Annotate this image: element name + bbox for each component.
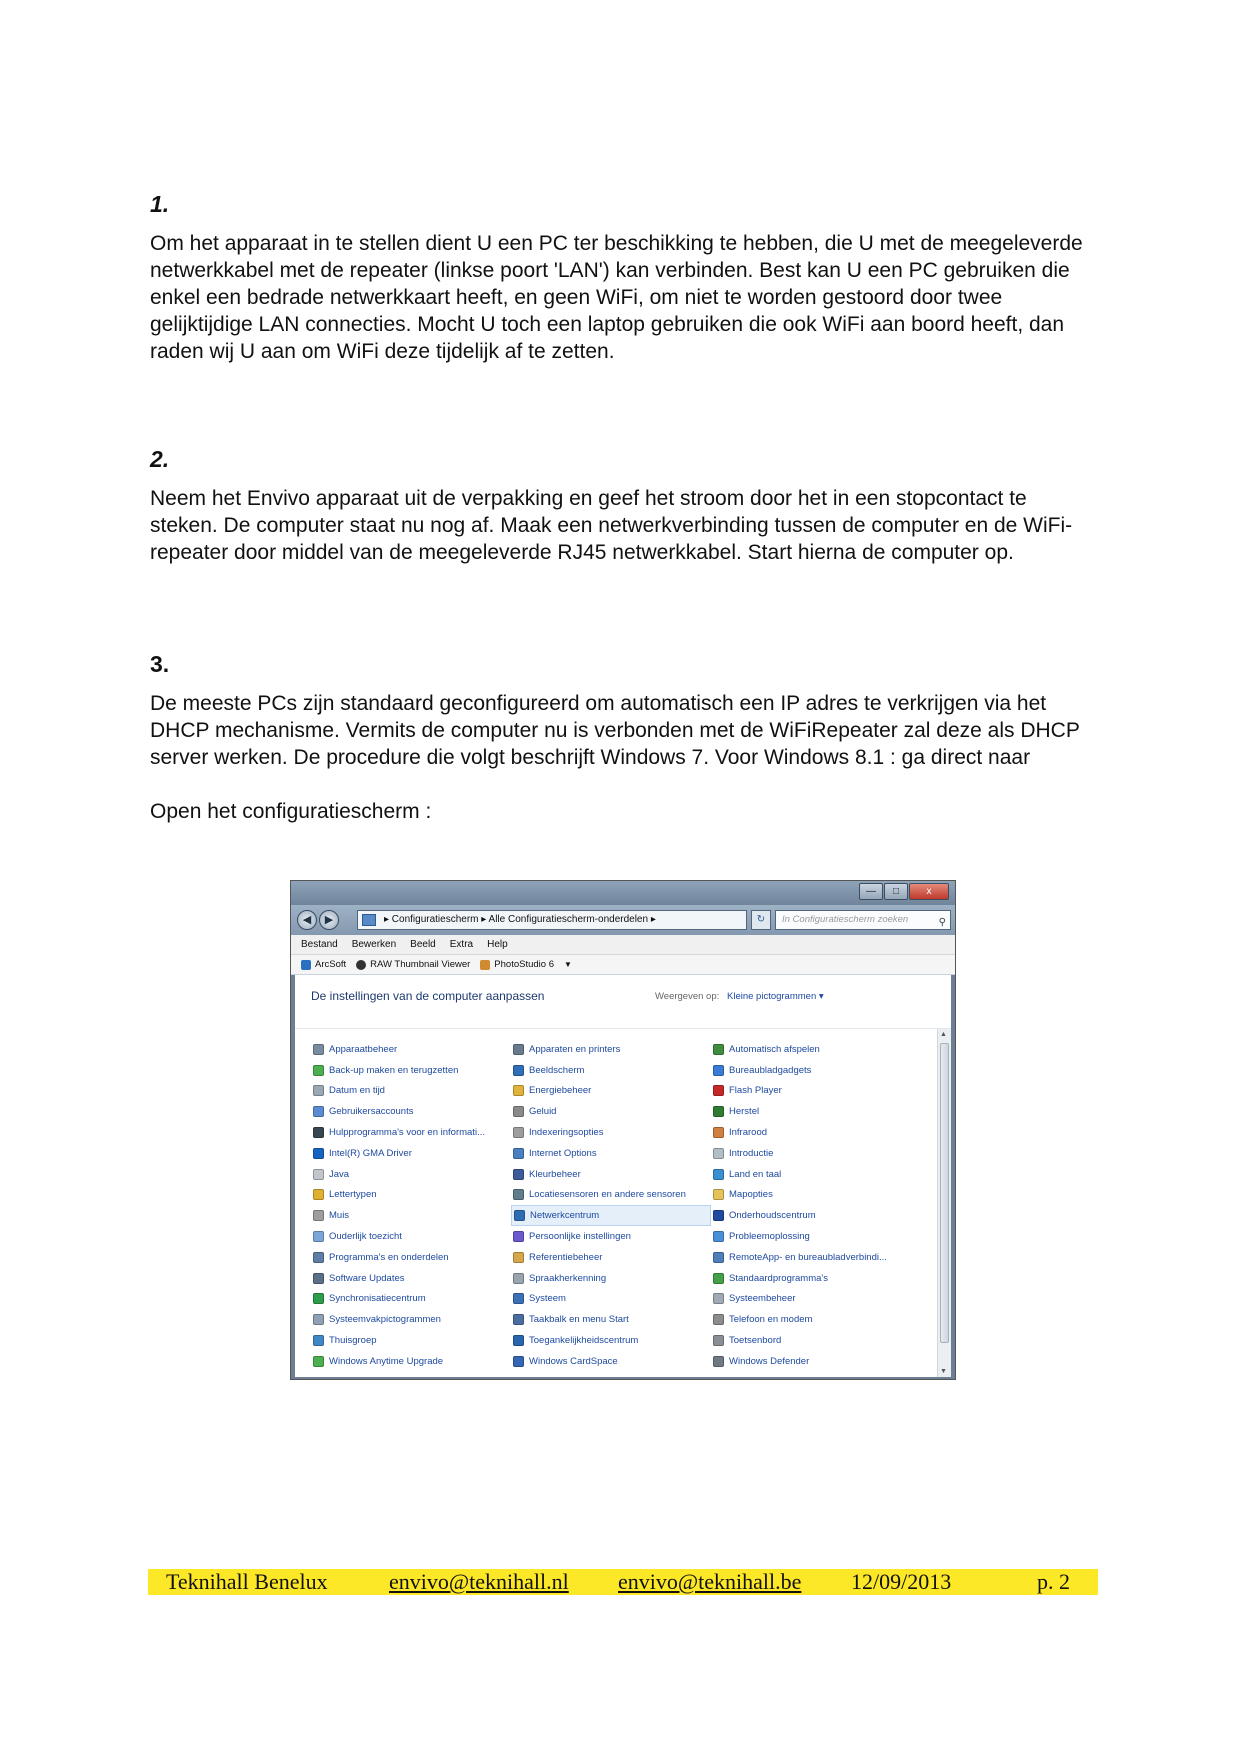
control-panel-item-label: Telefoon en modem <box>729 1314 813 1326</box>
control-panel-item-icon <box>313 1065 324 1076</box>
control-panel-item-icon <box>313 1044 324 1055</box>
control-panel-items <box>311 1039 931 1372</box>
control-panel-item-icon <box>513 1044 524 1055</box>
control-panel-item-label: Taakbalk en menu Start <box>529 1314 629 1326</box>
control-panel-item[interactable] <box>511 1226 711 1247</box>
control-panel-screenshot <box>290 880 956 1380</box>
control-panel-item[interactable] <box>511 1039 711 1060</box>
section-number: 2. <box>150 446 170 472</box>
control-panel-item[interactable] <box>711 1060 911 1081</box>
control-panel-item[interactable] <box>511 1268 711 1289</box>
control-panel-item-label: Apparaatbeheer <box>329 1043 398 1055</box>
control-panel-item[interactable] <box>711 1309 911 1330</box>
control-panel-item-icon <box>513 1106 524 1117</box>
favorite-label: ArcSoft <box>315 959 347 970</box>
control-panel-item[interactable] <box>511 1143 711 1164</box>
control-panel-item-label: Land en taal <box>729 1168 782 1180</box>
control-panel-item-icon <box>513 1127 524 1138</box>
control-panel-item[interactable] <box>711 1081 911 1102</box>
control-panel-item-label: Onderhoudscentrum <box>729 1210 816 1222</box>
control-panel-item-icon <box>313 1335 324 1346</box>
control-panel-icon <box>362 914 376 926</box>
control-panel-item-label: Systeem <box>529 1293 566 1305</box>
control-panel-item-icon <box>713 1314 724 1325</box>
control-panel-item[interactable] <box>511 1081 711 1102</box>
control-panel-item-icon <box>713 1189 724 1200</box>
control-panel-item-icon <box>713 1106 724 1117</box>
section-number: 3. <box>150 651 170 677</box>
control-panel-item-icon <box>513 1169 524 1180</box>
control-panel-item-label: Automatisch afspelen <box>729 1043 820 1055</box>
control-panel-item-label: Netwerkcentrum <box>530 1210 600 1222</box>
control-panel-item[interactable] <box>511 1351 711 1372</box>
section-1 <box>150 190 1090 365</box>
control-panel-item-label: Flash Player <box>729 1085 782 1097</box>
control-panel-item[interactable] <box>311 1185 511 1206</box>
menu-bestand[interactable]: Bestand <box>301 939 338 950</box>
control-panel-item-icon <box>713 1273 724 1284</box>
control-panel-item[interactable] <box>311 1330 511 1351</box>
control-panel-item[interactable] <box>311 1268 511 1289</box>
favorite-raw-viewer[interactable] <box>356 959 470 970</box>
control-panel-item[interactable] <box>311 1122 511 1143</box>
control-panel-item-icon <box>713 1252 724 1263</box>
control-panel-item[interactable] <box>711 1122 911 1143</box>
chevron-down-icon[interactable]: ▼ <box>563 960 572 969</box>
control-panel-item-icon <box>313 1085 324 1096</box>
control-panel-item-label: Gebruikersaccounts <box>329 1106 414 1118</box>
control-panel-item[interactable] <box>711 1205 911 1226</box>
control-panel-item-icon <box>313 1210 324 1221</box>
control-panel-item-icon <box>313 1169 324 1180</box>
control-panel-item-icon <box>713 1231 724 1242</box>
control-panel-item[interactable] <box>711 1289 911 1310</box>
menu-bewerken[interactable]: Bewerken <box>351 939 397 950</box>
control-panel-item[interactable] <box>711 1143 911 1164</box>
control-panel-item-label: Datum en tijd <box>329 1085 385 1097</box>
control-panel-item-label: Thuisgroep <box>329 1335 377 1347</box>
footer-page-number: p. 2 <box>1037 1569 1070 1594</box>
camera-icon <box>356 960 366 970</box>
control-panel-item-label: Software Updates <box>329 1272 405 1284</box>
control-panel-item[interactable] <box>711 1039 911 1060</box>
maximize-icon[interactable]: □ <box>884 883 908 900</box>
control-panel-item-icon <box>313 1273 324 1284</box>
control-panel-item-icon <box>513 1085 524 1096</box>
control-panel-item-icon <box>513 1356 524 1367</box>
control-panel-item-icon <box>313 1106 324 1117</box>
control-panel-item-label: Toetsenbord <box>729 1335 782 1347</box>
favorite-label: PhotoStudio 6 <box>494 959 554 970</box>
control-panel-item-label: Probleemoplossing <box>729 1231 810 1243</box>
control-panel-item[interactable] <box>711 1101 911 1122</box>
control-panel-item-label: Introductie <box>729 1147 774 1159</box>
section-2 <box>150 445 1090 566</box>
control-panel-item-label: RemoteApp- en bureaubladverbindi... <box>729 1251 887 1263</box>
control-panel-item-label: Referentiebeheer <box>529 1251 603 1263</box>
page-footer <box>148 1569 1098 1595</box>
control-panel-item-icon <box>513 1065 524 1076</box>
control-panel-item-icon <box>313 1148 324 1159</box>
control-panel-item-icon <box>713 1169 724 1180</box>
control-panel-item-label: Locatiesensoren en andere sensoren <box>529 1189 686 1201</box>
control-panel-item-icon <box>713 1044 724 1055</box>
favorites-bar <box>291 955 955 975</box>
section-text-open: Open het configuratiescherm : <box>150 800 432 823</box>
search-icon[interactable]: ⚲ <box>938 917 946 928</box>
control-panel-item-icon <box>313 1189 324 1200</box>
control-panel-item-label: Infrarood <box>729 1127 768 1139</box>
back-icon[interactable]: ◀ <box>297 910 317 930</box>
control-panel-item-label: Muis <box>329 1210 350 1222</box>
favorite-arcsoft[interactable] <box>301 959 346 970</box>
control-panel-item-icon <box>313 1127 324 1138</box>
control-panel-item[interactable] <box>711 1351 911 1372</box>
control-panel-item-label: Ouderlijk toezicht <box>329 1231 402 1243</box>
control-panel-item[interactable] <box>511 1289 711 1310</box>
photostudio-icon <box>480 960 490 970</box>
control-panel-item-label: Hulpprogramma's voor en informati... <box>329 1127 485 1139</box>
favorite-photostudio[interactable] <box>480 959 572 970</box>
control-panel-item-icon <box>513 1252 524 1263</box>
close-icon[interactable]: x <box>909 883 949 900</box>
control-panel-item-label: Mapopties <box>729 1189 773 1201</box>
control-panel-item[interactable] <box>511 1060 711 1081</box>
control-panel-item-label: Back-up maken en terugzetten <box>329 1064 459 1076</box>
control-panel-item-label: Windows Anytime Upgrade <box>329 1355 444 1367</box>
control-panel-item-icon <box>713 1293 724 1304</box>
forward-icon[interactable]: ▶ <box>319 910 339 930</box>
menu-help[interactable]: Help <box>487 939 508 950</box>
footer-email-nl[interactable]: envivo@teknihall.nl <box>389 1569 569 1594</box>
control-panel-item-icon <box>713 1210 724 1221</box>
address-bar[interactable] <box>357 910 747 930</box>
arcsoft-icon <box>301 960 311 970</box>
control-panel-item[interactable] <box>311 1081 511 1102</box>
control-panel-item-icon <box>713 1335 724 1346</box>
control-panel-item-icon <box>513 1335 524 1346</box>
control-panel-item[interactable] <box>311 1164 511 1185</box>
control-panel-item-icon <box>313 1314 324 1325</box>
control-panel-item[interactable] <box>511 1164 711 1185</box>
control-panel-item-label: Energiebeheer <box>529 1085 592 1097</box>
control-panel-item-label: Toegankelijkheidscentrum <box>529 1335 639 1347</box>
control-panel-item-icon <box>513 1314 524 1325</box>
control-panel-item-icon <box>713 1356 724 1367</box>
control-panel-item-icon <box>513 1273 524 1284</box>
control-panel-item-label: Windows CardSpace <box>529 1355 618 1367</box>
scrollbar[interactable] <box>937 1029 951 1377</box>
section-3 <box>150 650 1090 825</box>
control-panel-item[interactable] <box>511 1247 711 1268</box>
control-panel-item[interactable] <box>311 1039 511 1060</box>
control-panel-item[interactable] <box>711 1226 911 1247</box>
refresh-icon[interactable]: ↻ <box>751 910 771 930</box>
control-panel-item[interactable] <box>511 1122 711 1143</box>
control-panel-item[interactable] <box>511 1205 711 1226</box>
scroll-up-icon[interactable]: ▲ <box>940 1031 947 1038</box>
control-panel-item[interactable] <box>311 1101 511 1122</box>
control-panel-item-icon <box>313 1231 324 1242</box>
control-panel-item-label: Systeemvakpictogrammen <box>329 1314 441 1326</box>
control-panel-item-label: Synchronisatiecentrum <box>329 1293 426 1305</box>
content-header <box>295 975 951 1029</box>
control-panel-item-icon <box>313 1356 324 1367</box>
scroll-down-icon[interactable]: ▼ <box>940 1368 947 1375</box>
control-panel-item-label: Intel(R) GMA Driver <box>329 1147 412 1159</box>
control-panel-item[interactable] <box>511 1309 711 1330</box>
control-panel-item-label: Standaardprogramma's <box>729 1272 828 1284</box>
control-panel-item-label: Kleurbeheer <box>529 1168 581 1180</box>
control-panel-item-icon <box>713 1127 724 1138</box>
control-panel-item-icon <box>713 1085 724 1096</box>
control-panel-item-label: Indexeringsopties <box>529 1127 604 1139</box>
control-panel-item[interactable] <box>511 1185 711 1206</box>
control-panel-item[interactable] <box>311 1226 511 1247</box>
menu-beeld[interactable]: Beeld <box>410 939 436 950</box>
control-panel-item-label: Systeembeheer <box>729 1293 796 1305</box>
window-titlebar <box>291 881 955 905</box>
control-panel-item[interactable] <box>711 1268 911 1289</box>
search-input[interactable] <box>775 910 951 930</box>
control-panel-item-label: Lettertypen <box>329 1189 377 1201</box>
control-panel-item[interactable] <box>711 1164 911 1185</box>
control-panel-item-label: Spraakherkenning <box>529 1272 607 1284</box>
control-panel-item[interactable] <box>711 1185 911 1206</box>
control-panel-item-label: Geluid <box>529 1106 557 1118</box>
control-panel-item[interactable] <box>311 1247 511 1268</box>
section-number: 1. <box>150 191 170 217</box>
control-panel-item[interactable] <box>511 1330 711 1351</box>
control-panel-content <box>295 975 951 1377</box>
control-panel-item-label: Bureaubladgadgets <box>729 1064 812 1076</box>
view-label: Weergeven op: <box>655 991 720 1002</box>
section-text: Om het apparaat in te stellen dient U een PC ter beschikking te hebben, die U met de meegeleverde netwerkkabel met de repeater (linkse poort 'LAN') kan verbinden. Best kan U een PC gebruiken die enkel een bedrade netwerkkaart heeft, en geen WiFi, om niet te worden gestoord door twee gelijktijdige LAN connecties. Mocht U toch een laptop gebruiken die ook WiFi aan boord heeft, dan raden wij U aan om WiFi deze tijdelijk af te zetten. <box>150 232 1083 363</box>
control-panel-item[interactable] <box>511 1101 711 1122</box>
control-panel-item-icon <box>313 1293 324 1304</box>
control-panel-item-icon <box>513 1189 524 1200</box>
footer-company: Teknihall Benelux <box>166 1569 328 1594</box>
menu-bar <box>291 935 955 955</box>
control-panel-item[interactable] <box>311 1289 511 1310</box>
control-panel-item-icon <box>713 1148 724 1159</box>
control-panel-item-icon <box>713 1065 724 1076</box>
section-text: De meeste PCs zijn standaard geconfigureerd om automatisch een IP adres te verkrijgen via het DHCP mechanisme. Vermits de computer nu is verbonden met de WiFiRepeater zal deze als DHCP server werken. De procedure die volgt beschrijft Windows 7. Voor Windows 8.1 : ga direct naar <box>150 692 1080 769</box>
address-bar-row <box>291 905 955 935</box>
control-panel-item-icon <box>513 1293 524 1304</box>
menu-extra[interactable]: Extra <box>449 939 474 950</box>
control-panel-item-label: Herstel <box>729 1106 760 1118</box>
control-panel-item-label: Internet Options <box>529 1147 597 1159</box>
control-panel-item[interactable] <box>311 1143 511 1164</box>
section-text: Neem het Envivo apparaat uit de verpakking en geef het stroom door het in een stopcontact te steken. De computer staat nu nog af. Maak een netwerkverbinding tussen de computer en de WiFi-repeater door middel van de meegeleverde RJ45 netwerkkabel. Start hierna de computer op. <box>150 487 1073 564</box>
control-panel-item[interactable] <box>311 1309 511 1330</box>
control-panel-item-icon <box>513 1148 524 1159</box>
footer-date: 12/09/2013 <box>851 1569 952 1594</box>
minimize-icon[interactable]: — <box>859 883 883 900</box>
control-panel-item[interactable] <box>311 1205 511 1226</box>
scroll-thumb[interactable] <box>940 1043 949 1343</box>
control-panel-item[interactable] <box>711 1330 911 1351</box>
control-panel-item[interactable] <box>311 1351 511 1372</box>
control-panel-item-icon <box>313 1252 324 1263</box>
search-placeholder: In Configuratiescherm zoeken <box>782 914 909 925</box>
control-panel-item-icon <box>513 1231 524 1242</box>
control-panel-item[interactable] <box>711 1247 911 1268</box>
control-panel-item-label: Beeldscherm <box>529 1064 585 1076</box>
control-panel-item-label: Windows Defender <box>729 1355 810 1367</box>
address-path: ▸ Configuratiescherm ▸ Alle Configuratiescherm-onderdelen ▸ <box>384 914 656 925</box>
view-mode-dropdown[interactable]: Kleine pictogrammen ▾ <box>727 991 824 1002</box>
control-panel-item-label: Programma's en onderdelen <box>329 1251 449 1263</box>
favorite-label: RAW Thumbnail Viewer <box>370 959 471 970</box>
control-panel-item-icon <box>514 1210 525 1221</box>
footer-email-be[interactable]: envivo@teknihall.be <box>618 1569 802 1594</box>
control-panel-item[interactable] <box>311 1060 511 1081</box>
control-panel-item-label: Apparaten en printers <box>529 1043 621 1055</box>
control-panel-item-label: Persoonlijke instellingen <box>529 1231 631 1243</box>
content-title: De instellingen van de computer aanpassen <box>311 989 545 1003</box>
control-panel-item-label: Java <box>329 1168 350 1180</box>
